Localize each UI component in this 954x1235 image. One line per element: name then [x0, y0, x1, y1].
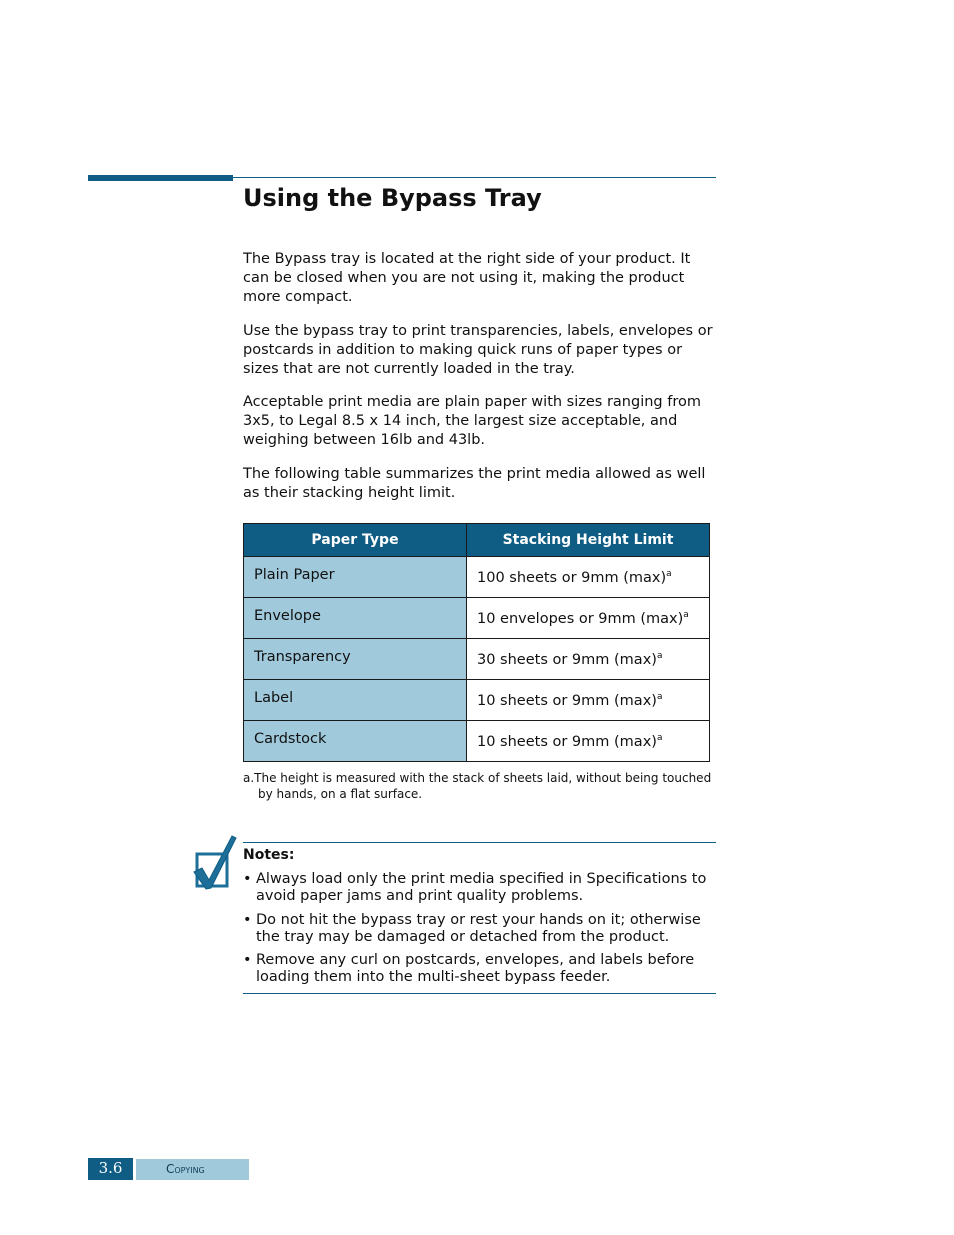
- limit-text: 100 sheets or 9mm (max): [477, 569, 667, 586]
- notes-top-rule: [243, 842, 716, 843]
- footnote-marker: a: [656, 732, 663, 743]
- stacking-limit-cell: [467, 639, 710, 680]
- paragraph-usage: Use the bypass tray to print transparencies, labels, envelopes or postcards in addition to making quick runs of paper types or sizes that are not currently loaded in the tray.: [243, 323, 713, 377]
- header-paper-type: Paper Type: [244, 524, 467, 557]
- limit-text: 10 sheets or 9mm (max): [477, 692, 657, 709]
- paragraph-media: Acceptable print media are plain paper with sizes ranging from 3x5, to Legal 8.5 x 14 inch, the largest size acceptable, and weighing between 16lb and 43lb.: [243, 394, 701, 448]
- list-item: • Remove any curl on postcards, envelopes, and labels before loading them into the multi-sheet bypass feeder.: [243, 952, 718, 986]
- notes-list: [243, 871, 718, 993]
- table-row: [244, 721, 710, 762]
- footnote-marker: a: [683, 609, 689, 620]
- paper-type-cell: Envelope: [244, 598, 467, 639]
- paper-type-cell: Transparency: [244, 639, 467, 680]
- stacking-limit-cell: [467, 721, 710, 762]
- footnote-marker: a: [666, 568, 672, 579]
- stacking-limit-cell: [467, 680, 710, 721]
- limit-text: 10 sheets or 9mm (max): [477, 733, 657, 750]
- limit-text: 30 sheets or 9mm (max): [477, 651, 657, 668]
- media-table: [243, 523, 710, 762]
- notes-heading: Notes:: [243, 847, 295, 863]
- header-stacking-limit: Stacking Height Limit: [467, 524, 710, 557]
- list-item: • Always load only the print media specified in Specifications to avoid paper jams and print quality problems.: [243, 871, 718, 905]
- title-rule-thick: [88, 175, 233, 181]
- table-row: [244, 598, 710, 639]
- title-rule-thin: [233, 177, 716, 178]
- paper-type-cell: Cardstock: [244, 721, 467, 762]
- footnote-marker: a: [656, 691, 663, 702]
- footnote-marker: a: [656, 650, 663, 661]
- paragraph-intro: The Bypass tray is located at the right side of your product. It can be closed when you are not using it, making the product more compact.: [243, 251, 691, 305]
- stacking-limit-cell: [467, 598, 710, 639]
- table-footnote: [243, 770, 718, 802]
- table-row: [244, 680, 710, 721]
- paragraph-table-intro: The following table summarizes the print media allowed as well as their stacking height limit.: [243, 466, 706, 501]
- list-item: • Do not hit the bypass tray or rest your hands on it; otherwise the tray may be damaged or detached from the product.: [243, 912, 718, 946]
- page-title: Using the Bypass Tray: [243, 184, 542, 212]
- table-header-row: [244, 524, 710, 557]
- notes-bottom-rule: [243, 993, 716, 994]
- stacking-limit-cell: [467, 557, 710, 598]
- limit-text: 10 envelopes or 9mm (max): [477, 610, 684, 627]
- footnote-line-2: by hands, on a flat surface.: [258, 787, 423, 801]
- paper-type-cell: Label: [244, 680, 467, 721]
- checkmark-note-icon: [192, 832, 238, 892]
- footnote-line-1: a.The height is measured with the stack of sheets laid, without being touched: [243, 771, 712, 785]
- table-row: [244, 557, 710, 598]
- table-row: [244, 639, 710, 680]
- section-name: Copying: [136, 1159, 249, 1180]
- paper-type-cell: Plain Paper: [244, 557, 467, 598]
- page-number: 3.6: [88, 1158, 133, 1180]
